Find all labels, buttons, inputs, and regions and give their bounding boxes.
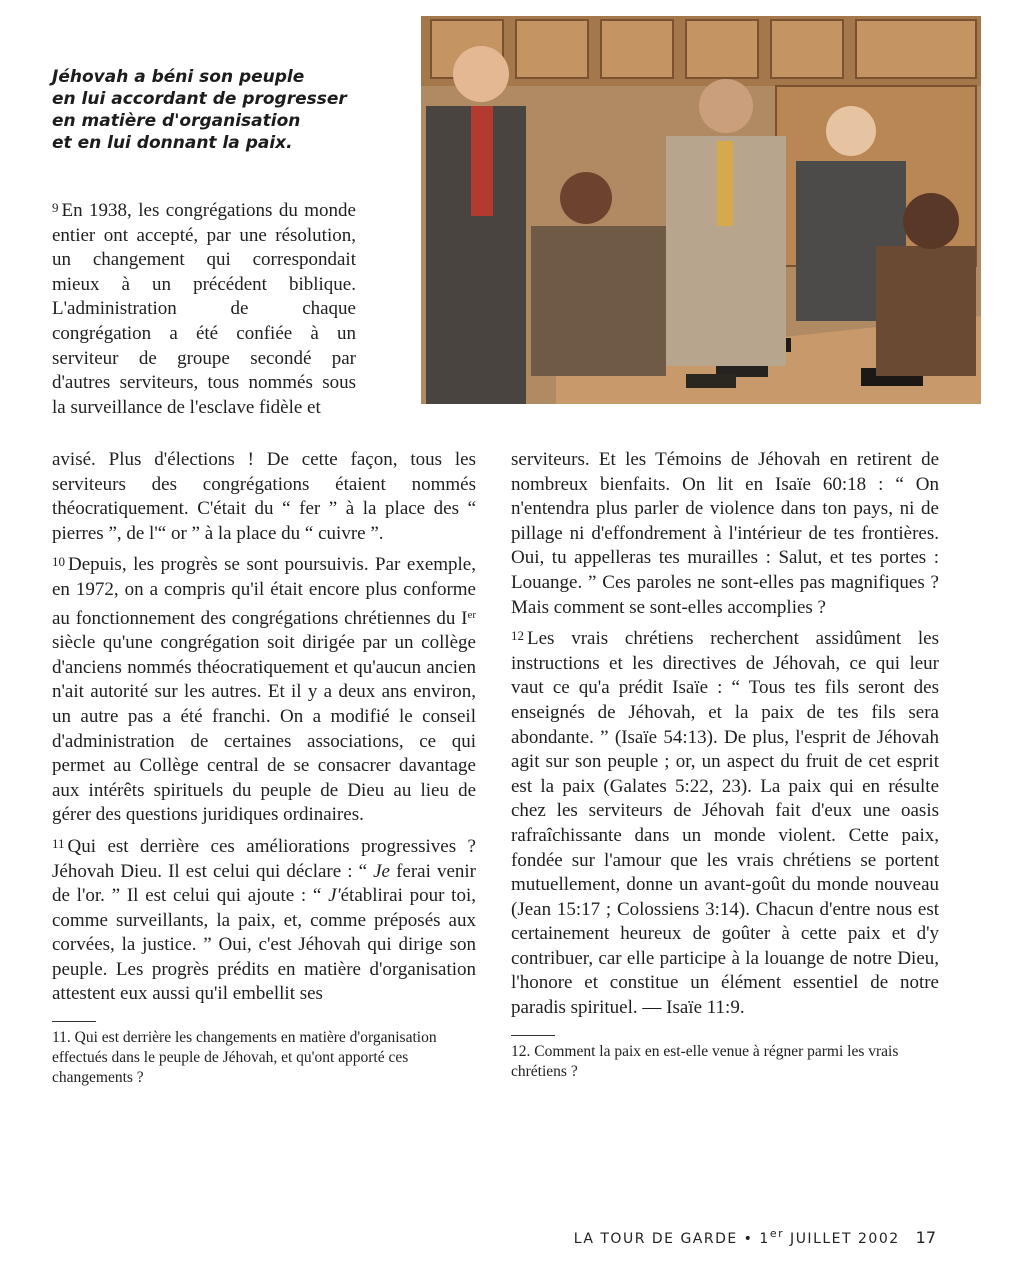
paragraph-text: Depuis, les progrès se sont poursuivis. Par exemple, en 1972, on a compris qu'il était encore plus conforme au fonctionnement des congrégations chrétiennes du I <box>52 554 476 629</box>
paragraph-text: Les vrais chrétiens recherchent assidûment les instructions et les directives de Jéhovah, ce qui leur vaut ce qu'a prédit Isaïe : “ Tous tes fils seront des enseignés de Jéhovah, et la paix de tes fils sera abondante. ” (Isaïe 54:13). De plus, l'esprit de Jéhovah agit sur son peuple ; or, un aspect du fruit de cet esprit est la paix (Galates 5:22, 23). La paix qui en résulte chez les serviteurs de Jéhovah fait d'eux une oasis rafraîchissante dans un monde violent. Cette paix, fondée sur l'amour que les vrais chrétiens se portent mutuellement, donne un avant-goût du monde nouveau (Jean 15:17 ; Colossiens 3:14). Chacun d'entre nous est certainement heureux de goûter à cette paix et d'y contribuer, car elle participe à la louange de notre Dieu, l'honore et constitue un élément essentiel de notre paradis spirituel. — Isaïe 11:9. <box>511 628 939 1019</box>
paragraph-10 <box>52 550 476 828</box>
italic-quote: J' <box>328 885 341 907</box>
paragraph-number: 12 <box>511 628 524 644</box>
caption-line: Jéhovah a béni son peuple <box>52 67 305 87</box>
study-question-11: 11. Qui est derrière les changements en matière d'organisation effectués dans le peuple de Jéhovah, et qu'ont apporté ces changements ? <box>52 1029 437 1087</box>
paragraph-text: En 1938, les congrégations du monde entier ont accepté, par une résolution, un changement qui correspondait mieux à un précédent biblique. L'administration de chaque congrégation a été confiée à un serviteur de groupe secondé par d'autres serviteurs, tous nommés sous la surveillance de l'esclave fidèle et <box>52 200 356 418</box>
issue-date: JUILLET 2002 <box>784 1231 900 1247</box>
caption-line: et en lui donnant la paix. <box>52 133 293 153</box>
right-column <box>511 448 939 1082</box>
paragraph-9-rest: avisé. Plus d'élections ! De cette façon, tous les serviteurs des congrégations étaient nommés théocratiquement. C'était du “ fer ” à la place des “ pierres ”, de l'“ or ” à la place du “ cuivre ”. <box>52 449 476 544</box>
superscript: er <box>467 608 476 621</box>
left-column <box>52 448 476 1088</box>
paragraph-12 <box>511 624 939 1021</box>
paragraph-11-continued: serviteurs. Et les Témoins de Jéhovah en retirent de nombreux bienfaits. On lit en Isaïe 60:18 : “ On n'entendra plus parler de violence dans ton pays, ni de pillage ni d'effondrement à l'intérieur de tes frontières. Oui, tu appelleras tes murailles : Salut, et tes portes : Louange. ” Ces paroles ne sont-elles pas magnifiques ? Mais comment se sont-elles accomplies ? <box>511 449 939 618</box>
paragraph-11 <box>52 832 476 1007</box>
photo-caption <box>52 66 372 154</box>
meeting-illustration <box>421 16 981 404</box>
study-question-12: 12. Comment la paix en est-elle venue à régner parmi les vrais chrétiens ? <box>511 1042 899 1080</box>
paragraph-text: siècle qu'une congrégation soit dirigée par un collège d'anciens nommés théocratiquement et qu'aucun ancien n'ait autorité sur les autres. Et il y a deux ans environ, un autre pas a été franchi. On a modifié le conseil d'administration de certaines associations, ce qui permet au Collège central de se consacrer davantage aux intérêts spirituels du peuple de Dieu au lieu de gérer des questions juridiques ordinaires. <box>52 632 476 826</box>
paragraph-text: ferai venir de l'or. ” Il est celui qui ajoute : “ <box>52 860 476 907</box>
page-number: 17 <box>915 1228 936 1247</box>
meeting-photo <box>421 16 981 404</box>
caption-line: en lui accordant de progresser <box>52 89 347 109</box>
paragraph-number: 10 <box>52 554 65 570</box>
page-footer <box>574 1227 936 1247</box>
paragraph-number: 9 <box>52 200 59 215</box>
paragraph-text: Qui est derrière ces améliorations progressives ? Jéhovah Dieu. Il est celui qui déclare : “ <box>52 835 476 882</box>
caption-line: en matière d'organisation <box>52 111 301 131</box>
paragraph-text: établirai pour toi, comme surveillants, la paix, et, comme préposés aux corvées, la justice. ” Oui, c'est Jéhovah qui dirige son peuple. Les progrès prédits en matière d'organisation attestent eux aussi qu'il embellit ses <box>52 885 476 1005</box>
paragraph-number: 11 <box>52 835 65 851</box>
superscript: er <box>769 1227 785 1240</box>
paragraph-9-top <box>52 196 356 420</box>
question-divider <box>52 1021 96 1022</box>
question-divider <box>511 1035 555 1036</box>
magazine-title: LA TOUR DE GARDE • 1 <box>573 1231 770 1247</box>
italic-quote: Je <box>373 860 390 882</box>
paragraph-9-start <box>52 196 356 420</box>
